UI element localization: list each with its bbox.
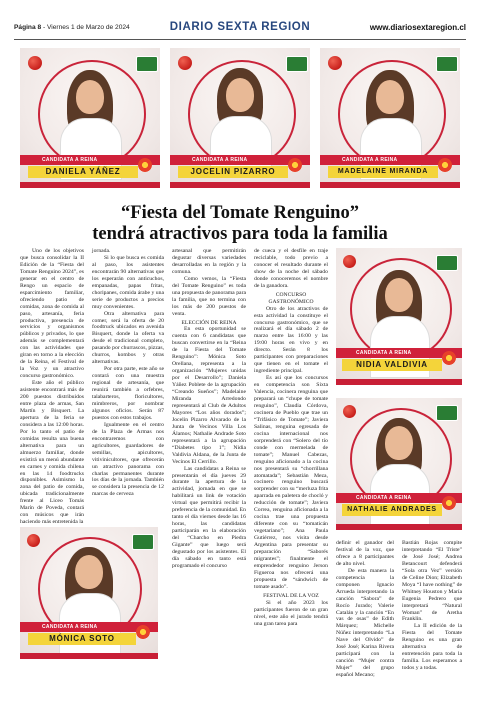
candidate-card: [20, 48, 160, 188]
paragraph: Este año el público asistente encontrará más de 200 puestos distribuidos entre plaza de armas, San Martín y Bisquert. La apertura de la feria se considera a las 12:00 horas. Por lo tanto el patio de comidas resulta una buena alternativa para un almuerzo familiar, donde existirá un menú abundante en carnes y comida chilena en las 14 foodtrucks disponibles. Asimismo la zona del patio de comida, ubicada tradicionalmente frente al Liceo Tomás Marín de Poveda, contará con músicos que irán haciendo más entretenida la: [20, 380, 84, 526]
candidate-card: [336, 248, 462, 385]
candidate-kicker: CANDIDATA A REINA: [42, 157, 98, 163]
candidate-name: NATHALIE ANDRADES: [342, 504, 442, 516]
logo-icon: [436, 255, 458, 271]
candidate-kicker: CANDIDATA A REINA: [192, 157, 248, 163]
logo-icon: [132, 534, 154, 550]
paragraph: Otro de los atractivos de esta actividad la constituye el concurso gastronómico, que se realizará el día sábado 2 de marzo entre las 16:00 y las 19:00 horas en vivo y en directo. Serán 8 los participantes con preparaciones que tienen en el tomate el ingrediente principal.: [254, 305, 328, 375]
paragraph: Por otra parte, este año se contará con una muestra regional de artesanía, que reunirá también a orfebres, talabarteros, floricultores, mimbreros, por nombrar algunos oficios. Serán 87 puestos con estos trabajos.: [92, 366, 164, 421]
article-column-3: [172, 248, 246, 708]
paragraph: Si lo que busca es comida al paso, los asistentes encontrarán 90 alternativas que los esperarán con anticuchos, empanadas, papas fritas, choripanes, comida árabe y una serie de productos a precios muy convenientes.: [92, 254, 164, 310]
candidate-card: [20, 527, 158, 659]
paragraph: Las candidatas a Reina se presentarán el día jueves 29 durante la apertura de la actividad, jornada en que se habilitará un link de votación virtual que permitirá recibir la preferencia de la comunidad. En tanto el día viernes desde las 16 horas, las candidatas participarán en la elaboración del “Charcho en Piedra Gigante” que luego será degustado por los asistentes. El día sábado en tanto está programado el concurso: [172, 465, 246, 569]
logo-icon: [136, 56, 158, 72]
candidate-kicker: CANDIDATA A REINA: [356, 495, 412, 501]
article-title-line1: “Fiesta del Tomate Renguino”: [121, 203, 359, 223]
logo-icon: [436, 56, 458, 72]
candidate-name: JOCELIN PIZARRO: [178, 166, 288, 178]
candidate-name: DANIELA YÁÑEZ: [28, 166, 138, 178]
candidate-card: [170, 48, 310, 188]
paragraph: definir el ganador del festival de la voz, que ofrece a 8 participantes de alto nivel.: [336, 540, 394, 567]
section-heading: FESTIVAL DE LA VOZ: [263, 592, 319, 599]
website-link[interactable]: www.diariosextaregion.cl: [369, 23, 466, 32]
article-title: [30, 203, 450, 244]
candidate-card: [336, 398, 462, 530]
candidate-name: MÓNICA SOTO: [28, 633, 136, 645]
logo-icon: [436, 405, 458, 421]
header-rule: [14, 39, 466, 40]
paragraph: Uno de los objetivos que busca consolidar la II Edición de la “Fiesta del Tomate Renguino 2024”, es generar en el centro de Rengo un espacio de esparcimiento familiar, ofreciendo patio de comidas, zona de comida al paso, artesanía, feria productiva, presencia de servicios y organismos públicos y privados, lo que además se complementará con las actividades que giran en torno a la elección de la Reina, el Festival de la Voz y un atractivo concurso gastronómico.: [20, 248, 84, 380]
paragraph: Como vemos, la “Fiesta del Tomate Renguino” es toda una propuesta de panorama para la familia, que no termina con los más de 200 puestos de venta.: [172, 275, 246, 317]
paragraph: Si el año 2023 los participantes fueron de un gran nivel, este año el jurado tendrá una gran tarea para: [254, 599, 328, 627]
newspaper-name: DIARIO SEXTA REGION: [169, 21, 311, 33]
candidate-kicker: CANDIDATA A REINA: [42, 624, 98, 630]
paragraph: En esta oportunidad se cuenta con 6 candidatas que buscan convertirse en la “Reina de la Fiesta del Tomate Renguino”: Mónica Soto Orellana, representa a la organización “Mujeres unidas por el Desarrollo”; Daniela Yáñez Poblete de la agrupación “Creando Sueños”; Madelaine Miranda Arredondo representará al Club de Adultos Mayores “Los años dorados”; Jocelin Pizarro Alvarado de la Junta de Vecinos Villa Los Álamos; Nathalie Andrade Soto representará a la agrupación “Diabetes tipo 1”; Nidia Valdivia Aldana, de la Junta de Vecinos El Cerrillo.: [172, 326, 246, 465]
paragraph: De esta manera la competencia la componen Ignacio Arrueda interpretando la canción “Sabora” de Rocío Jurado; Valerie Catalán y la canción “En vas de osas” de Edith Márquez; Michelle Núñez interpretando “La Nave del Olvido” de José José; Karina Rivera participará con la canción “Mujer contra Mujer” del grupo español Mecano;: [336, 567, 394, 679]
paragraph: jornada.: [92, 248, 111, 254]
logo-icon: [286, 56, 308, 72]
candidate-kicker: CANDIDATA A REINA: [356, 350, 412, 356]
paragraph: Es así que los concursos en competencia son Sixta Valencia, cocinera renguina que preparará un “chupe de tomate renguino”, Claudia Córdova, cocinera de Pueblo que trae un “Trifásico de Tomate”; Javiera Salinas, renguina egresada de cocina internacional nos sorprenderá con “Solero del tío conde con mermelada de tomate”; Manuel Cabezas, renguino aficionado a la cocina nos presentará su “chorrillana atomatada”; Sebastián Meza, cocinero renguino buscará sorprender con su “merluza frita aparrada en paletera de chocló y reducción de tomate”; Javiera Correa, renguina aficionada a la cocina trae una propuesta diferente con su “tomaticán vegetariano”; Ana Paula Gutiérrez, nos visita desde Argentina para presentar su preparación “Saborés migrantes”; finalmente el emprendedor renguino Jerson Figueroa nos ofrecerá una propuesta de “sándwich de tomate asado”.: [254, 375, 328, 590]
page-number: Página 8: [14, 24, 42, 31]
flower-icon: [288, 158, 302, 172]
tomato-icon: [343, 405, 356, 418]
tomato-icon: [27, 534, 40, 547]
candidate-name: NIDIA VALDIVIA: [342, 359, 442, 371]
candidate-card: [320, 48, 460, 188]
tomato-icon: [178, 56, 192, 70]
tomato-icon: [28, 56, 42, 70]
flower-icon: [438, 158, 452, 172]
page-header: [14, 22, 466, 38]
article-column-6: [402, 540, 462, 706]
flower-icon: [442, 496, 456, 510]
flower-icon: [138, 158, 152, 172]
article-column-5: [336, 540, 394, 706]
paragraph: La II edición de la Fiesta del Tomate Renguino es una gran alternativa de entretención para toda la familia. Los esperamos a todos y a todas.: [402, 623, 462, 672]
paragraph: Otra alternativa para comer, será la oferta de 20 foodtruck ubicados en avenida Bisquert, donde la oferta va desde el tradicional completo, pasando por churrascos, pizzas, churros, kombos y otras alternativas.: [92, 310, 164, 366]
tomato-icon: [328, 56, 342, 70]
paragraph: Igualmente en el centro de la Plaza de Armas nos encontraremos con agricultores, guardadores de semillas, apicultores, vitivinicultores, que ofrecerán un atractivo panorama con charlas permanentes durante los días de la jornada. También se considera la presencia de 12 marcas de cerveza: [92, 421, 164, 498]
section-heading: CONCURSO GASTRONÓMICO: [268, 291, 314, 305]
paragraph: Bastián Rojas compite interpretando “El Triste” de José José; Andrea Betancourt defenderá “Sola otra Vez” versión de Celine Dion; Elizabeth Moya “I have nothing” de Whitney Houston y María Eugenia Pedrero que interpretará “Natural Woman” de Aretha Franklin.: [402, 540, 462, 623]
article-column-2: [92, 248, 164, 520]
issue-date: - Viernes 1 de Marzo de 2024: [41, 24, 130, 31]
section-heading: ELECCIÓN DE REINA: [181, 319, 237, 326]
paragraph: artesanal que permitirán degustar diversas variedades desarrolladas en la región y la comuna.: [172, 248, 246, 275]
flower-icon: [136, 625, 150, 639]
article-column-1: [20, 248, 84, 526]
flower-icon: [442, 351, 456, 365]
article-column-4: [254, 248, 328, 708]
paragraph: de cueca y el desfile en traje reciclable, todo previo a conocer el resultado durante el show de la noche del sábado donde conoceremos el nombre de la ganadora.: [254, 248, 328, 289]
candidate-name: MADELAINE MIRANDA: [328, 166, 438, 178]
candidate-kicker: CANDIDATA A REINA: [342, 157, 398, 163]
article-title-line2: tendrá atractivos para toda la familia: [92, 223, 388, 244]
tomato-icon: [343, 255, 356, 268]
